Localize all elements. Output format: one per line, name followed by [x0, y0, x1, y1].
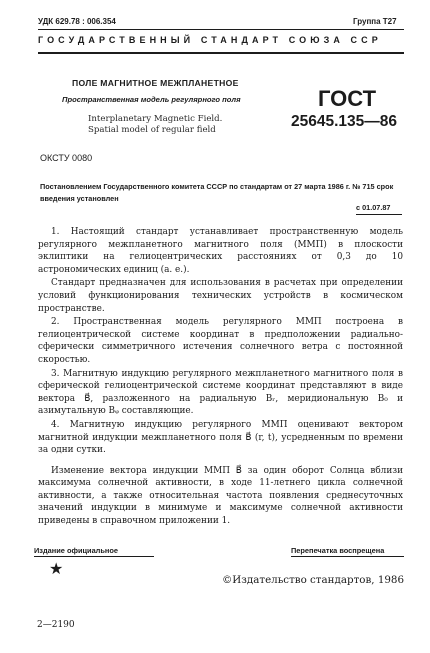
paragraph-4: 3. Магнитную индукцию регулярного межпланетного магнитного поля в сферической гелиоцентрической системе координат представляют в виде вектора B⃗, разложенного на радиальную Bᵣ, меридиональную B₀ и азимутальную Bᵩ составляющие. — [38, 368, 403, 417]
paragraph-5: 4. Магнитную индукцию регулярного ММП оценивают вектором магнитной индукции межпланетного поля B⃗ (r, t), усредненным по времени за одни сутки. — [38, 419, 403, 456]
star-icon: ★ — [49, 559, 64, 578]
title-en-line1: Interplanetary Magnetic Field. — [88, 114, 223, 124]
paragraph-1: 1. Настоящий стандарт устанавливает пространственную модель регулярного межпланетного магнитного поля (ММП) в плоскости эклиптики на гелиоцентрических расстояниях от 0,3 до 10 астрономических единиц (а. е.). — [38, 227, 403, 275]
effective-date: с 01.07.87 — [356, 203, 391, 212]
official-edition: Издание официальное — [34, 546, 119, 555]
title-en — [88, 114, 268, 136]
header-rule — [38, 52, 404, 54]
state-standard-heading: ГОСУДАРСТВЕННЫЙ СТАНДАРТ СОЮЗА ССР — [38, 35, 382, 45]
reprint-prohibited: Перепечатка воспрещена — [291, 546, 385, 555]
footer-rule-left — [34, 556, 154, 557]
print-code: 2—2190 — [37, 620, 75, 630]
paragraph-6: Изменение вектора индукции ММП B⃗ за один оборот Солнца вблизи максимума солнечной активности, в ходе 11-летнего цикла солнечной активности, а также относительная частота появления среднесуточных значений индукции в минимуме и максимуме солнечной активности приведены в справочном приложении 1. — [38, 465, 403, 527]
okstu-code: ОКСТУ 0080 — [40, 153, 93, 163]
title-en-line2: Spatial model of regular field — [88, 125, 216, 135]
gost-label: ГОСТ — [318, 86, 377, 111]
date-underline — [356, 214, 402, 215]
group-code: Группа Т27 — [353, 17, 397, 26]
title-ru: ПОЛЕ МАГНИТНОЕ МЕЖПЛАНЕТНОЕ — [72, 78, 239, 88]
gost-number: 25645.135—86 — [291, 113, 398, 130]
udk-code: УДК 629.78 : 006.354 — [38, 17, 116, 26]
paragraph-3: 2. Пространственная модель регулярного ММП построена в гелиоцентрической системе координат в предположении радиально-сферически симметричного истечения солнечного ветра с постоянной скоростью. — [38, 317, 403, 365]
decree-text: Постановлением Государственного комитета СССР по стандартам от 27 марта 1986 г. № 715 срок введения установлен — [40, 182, 394, 203]
copyright-notice: ©Издательство стандартов, 1986 — [222, 574, 405, 586]
top-rule — [38, 29, 404, 30]
paragraph-2: Стандарт предназначен для использования в расчетах при определении условий функционирования технических устройств в космическом пространстве. — [38, 278, 403, 314]
footer-rule-right — [291, 556, 404, 557]
standard-body — [38, 226, 403, 528]
subtitle-ru: Пространственная модель регулярного поля — [62, 95, 241, 104]
